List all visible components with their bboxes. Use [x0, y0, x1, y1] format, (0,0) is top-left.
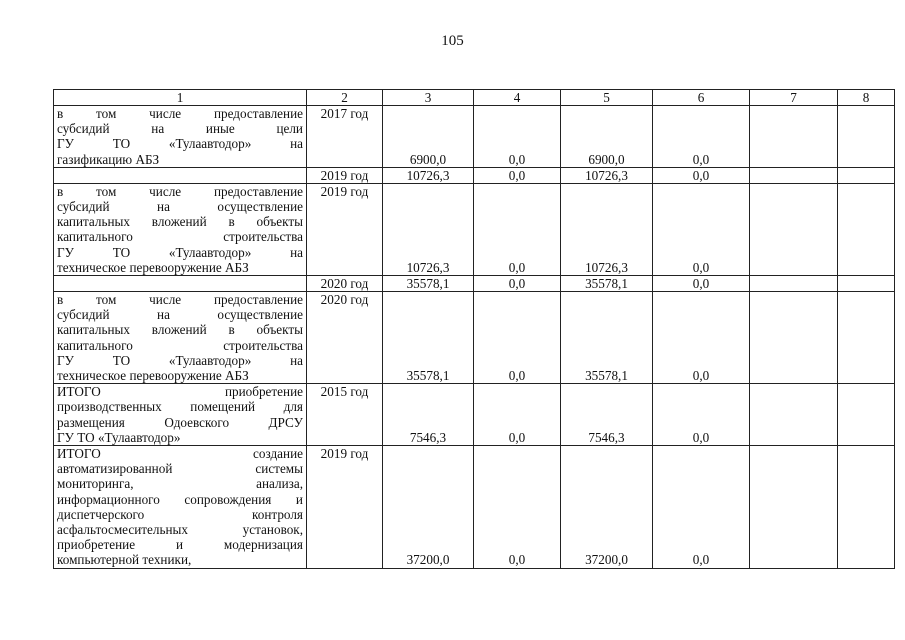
description-line: информационного сопровождения и — [57, 491, 303, 507]
row-description — [54, 167, 307, 183]
table-row — [54, 384, 895, 446]
value-cell-c8 — [838, 167, 895, 183]
value-cell-c6: 0,0 — [653, 446, 750, 569]
value-cell-c3: 10726,3 — [383, 183, 474, 275]
table-row — [54, 446, 895, 569]
row-description — [54, 384, 307, 446]
row-year: 2019 год — [307, 167, 383, 183]
value-cell-c4: 0,0 — [474, 292, 561, 384]
budget-table — [53, 89, 895, 569]
value-cell-c7 — [750, 183, 838, 275]
description-line: в том числе предоставление — [57, 183, 303, 199]
value-cell-c6: 0,0 — [653, 276, 750, 292]
description-line: капитального строительства — [57, 229, 303, 245]
row-year: 2019 год — [307, 183, 383, 275]
table-row — [54, 167, 895, 183]
table-row — [54, 292, 895, 384]
value-cell-c5: 7546,3 — [561, 384, 653, 446]
row-description — [54, 106, 307, 168]
value-cell-c3: 35578,1 — [383, 276, 474, 292]
table-row — [54, 183, 895, 275]
value-cell-c8 — [838, 384, 895, 446]
column-header: 2 — [307, 90, 383, 106]
page-number: 105 — [441, 33, 464, 49]
description-line: в том числе предоставление — [57, 292, 303, 308]
row-description — [54, 276, 307, 292]
value-cell-c7 — [750, 446, 838, 569]
value-cell-c8 — [838, 183, 895, 275]
row-year: 2020 год — [307, 276, 383, 292]
description-line: диспетчерского контроля — [57, 506, 303, 522]
value-cell-c6: 0,0 — [653, 167, 750, 183]
value-cell-c8 — [838, 292, 895, 384]
value-cell-c6: 0,0 — [653, 183, 750, 275]
row-year: 2019 год — [307, 446, 383, 569]
value-cell-c5: 10726,3 — [561, 167, 653, 183]
row-year: 2020 год — [307, 292, 383, 384]
description-line: ГУ ТО «Тулаавтодор» — [57, 429, 181, 445]
row-year: 2017 год — [307, 106, 383, 168]
value-cell-c5: 35578,1 — [561, 292, 653, 384]
value-cell-c8 — [838, 446, 895, 569]
value-cell-c7 — [750, 106, 838, 168]
value-cell-c5: 35578,1 — [561, 276, 653, 292]
value-cell-c3: 37200,0 — [383, 446, 474, 569]
column-header: 5 — [561, 90, 653, 106]
description-line: ГУ ТО «Тулаавтодор» на — [57, 352, 303, 368]
description-line: в том числе предоставление — [57, 106, 303, 121]
description-line: субсидий на осуществление — [57, 307, 303, 323]
description-line: автоматизированной системы — [57, 461, 303, 477]
column-header: 3 — [383, 90, 474, 106]
description-line: субсидий на осуществление — [57, 199, 303, 215]
value-cell-c8 — [838, 276, 895, 292]
description-line: капитальных вложений в объекты — [57, 214, 303, 230]
description-line: газификацию АБЗ — [57, 151, 160, 167]
value-cell-c4: 0,0 — [474, 384, 561, 446]
description-line: асфальтосмесительных установок, — [57, 522, 303, 538]
value-cell-c4: 0,0 — [474, 106, 561, 168]
description-line: компьютерной техники, — [57, 552, 192, 568]
value-cell-c5: 10726,3 — [561, 183, 653, 275]
description-line: ИТОГО создание — [57, 446, 303, 462]
table-row — [54, 276, 895, 292]
table-row — [54, 106, 895, 168]
column-header: 4 — [474, 90, 561, 106]
description-line: ГУ ТО «Тулаавтодор» на — [57, 136, 303, 152]
description-line: техническое перевооружение АБЗ — [57, 259, 249, 275]
column-header: 7 — [750, 90, 838, 106]
value-cell-c3: 10726,3 — [383, 167, 474, 183]
description-line: капитального строительства — [57, 337, 303, 353]
description-line: техническое перевооружение АБЗ — [57, 368, 249, 384]
value-cell-c6: 0,0 — [653, 384, 750, 446]
value-cell-c3: 7546,3 — [383, 384, 474, 446]
description-line: капитальных вложений в объекты — [57, 322, 303, 338]
description-line: производственных помещений для — [57, 399, 303, 415]
row-year: 2015 год — [307, 384, 383, 446]
description-line: приобретение и модернизация — [57, 537, 303, 553]
column-header: 8 — [838, 90, 895, 106]
description-line: мониторинга, анализа, — [57, 476, 303, 492]
description-line: размещения Одоевского ДРСУ — [57, 414, 303, 430]
value-cell-c4: 0,0 — [474, 446, 561, 569]
description-line: субсидий на иные цели — [57, 121, 303, 137]
value-cell-c7 — [750, 276, 838, 292]
value-cell-c3: 35578,1 — [383, 292, 474, 384]
value-cell-c8 — [838, 106, 895, 168]
value-cell-c3: 6900,0 — [383, 106, 474, 168]
row-description — [54, 292, 307, 384]
value-cell-c6: 0,0 — [653, 106, 750, 168]
value-cell-c4: 0,0 — [474, 167, 561, 183]
value-cell-c7 — [750, 292, 838, 384]
value-cell-c5: 6900,0 — [561, 106, 653, 168]
value-cell-c7 — [750, 384, 838, 446]
row-description — [54, 446, 307, 569]
value-cell-c4: 0,0 — [474, 183, 561, 275]
value-cell-c6: 0,0 — [653, 292, 750, 384]
row-description — [54, 183, 307, 275]
header-row — [54, 90, 895, 106]
value-cell-c7 — [750, 167, 838, 183]
column-header: 1 — [54, 90, 307, 106]
description-line: ГУ ТО «Тулаавтодор» на — [57, 244, 303, 260]
column-header: 6 — [653, 90, 750, 106]
value-cell-c4: 0,0 — [474, 276, 561, 292]
value-cell-c5: 37200,0 — [561, 446, 653, 569]
description-line: ИТОГО приобретение — [57, 384, 303, 400]
